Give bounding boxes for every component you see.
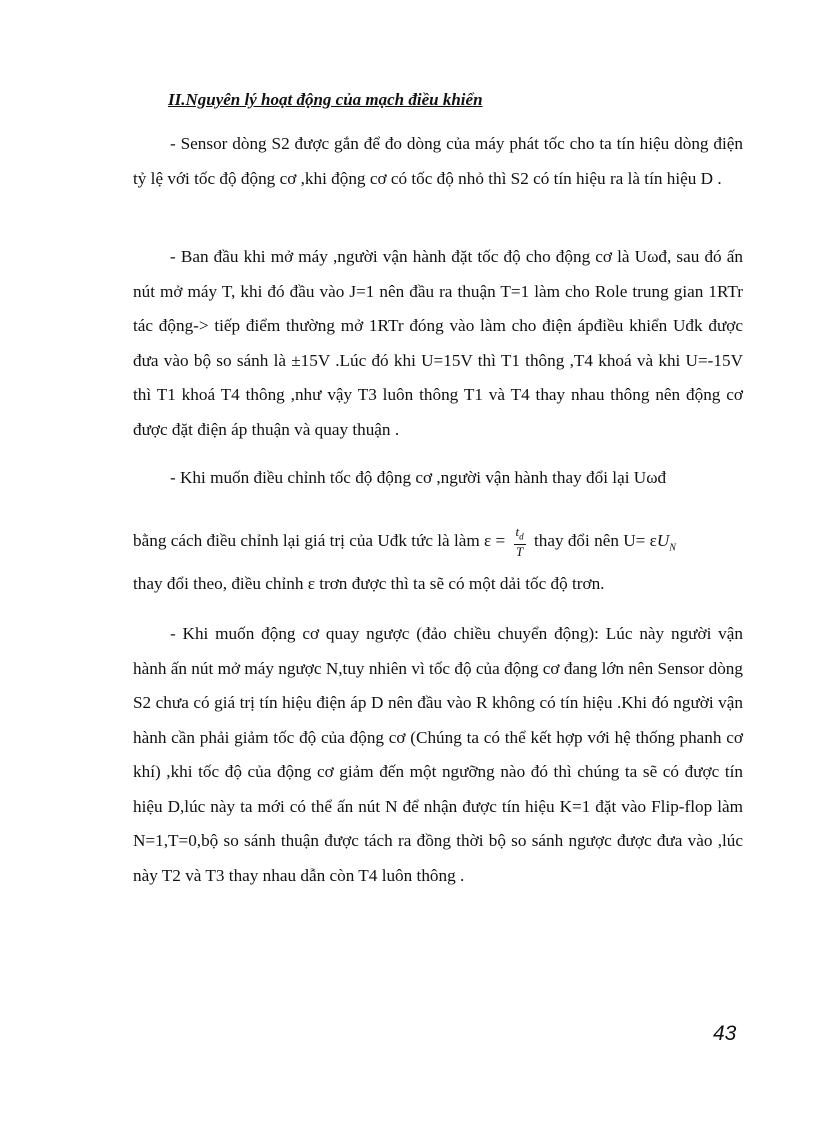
- paragraph-speed-control-line2: [133, 525, 743, 559]
- paragraph-sensor: - Sensor dòng S2 được gắn để đo dòng của máy phát tốc cho ta tín hiệu dòng điện tỷ lệ với tốc độ động cơ ,khi động cơ có tốc độ nhỏ thì S2 có tín hiệu ra là tín hiệu D .: [133, 134, 743, 188]
- paragraph-speed-control-line1: - Khi muốn điều chỉnh tốc độ động cơ ,người vận hành thay đổi lại Uωđ: [170, 468, 667, 487]
- speed-control-text-after: thay đổi nên U= ε: [533, 530, 657, 550]
- fraction-denominator: T: [515, 543, 524, 559]
- speed-control-text-before: bằng cách điều chỉnh lại giá trị của Uđk tức là làm ε =: [133, 530, 506, 550]
- duty-ratio-fraction: [514, 525, 526, 559]
- page-number: 43: [713, 1022, 737, 1045]
- section-heading: II.Nguyên lý hoạt động của mạch điều khiển: [168, 90, 483, 109]
- paragraph-speed-control-line3: thay đổi theo, điều chỉnh ε trơn được thì ta sẽ có một dải tốc độ trơn.: [133, 574, 605, 593]
- paragraph-startup: - Ban đầu khi mở máy ,người vận hành đặt tốc độ cho động cơ là Uωđ, sau đó ấn nút mở máy T, khi đó đầu vào J=1 nên đầu ra thuận T=1 làm cho Role trung gian 1RTr tác động-> tiếp điểm thường mở 1RTr đóng vào làm cho điện ápđiều khiển Uđk được đưa vào bộ so sánh là ±15V .Lúc đó khi U=15V thì T1 thông ,T4 khoá và khi U=-15V thì T1 khoá T4 thông ,như vậy T3 luôn thông T1 và T4 thay nhau thông nên động cơ được đặt điện áp thuận và quay thuận .: [133, 247, 743, 439]
- fraction-numerator-sub: d: [519, 531, 524, 542]
- fraction-numerator: t: [515, 524, 520, 539]
- voltage-un-symbol: $U_N$: [656, 530, 676, 554]
- paragraph-reverse: - Khi muốn động cơ quay ngược (đảo chiều chuyển động): Lúc này người vận hành ấn nút mở máy ngược N,tuy nhiên vì tốc độ của động cơ đang lớn nên Sensor dòng S2 chưa có giá trị tín hiệu điện áp D nên đầu vào R không có tín hiệu .Khi đó người vận hành cần phải giảm tốc độ của động cơ (Chúng ta có thể kết hợp với hệ thống phanh cơ khí) ,khi tốc độ của động cơ giảm đến một ngưỡng nào đó thì chúng ta sẽ có được tín hiệu D,lúc này ta mới có thể ấn nút N để nhận được tín hiệu K=1 đặt vào Flip-flop làm N=1,T=0,bộ so sánh thuận được tách ra đồng thời bộ so sánh ngược được đưa vào ,lúc này T2 và T3 thay nhau dẫn còn T4 luôn thông .: [133, 624, 743, 885]
